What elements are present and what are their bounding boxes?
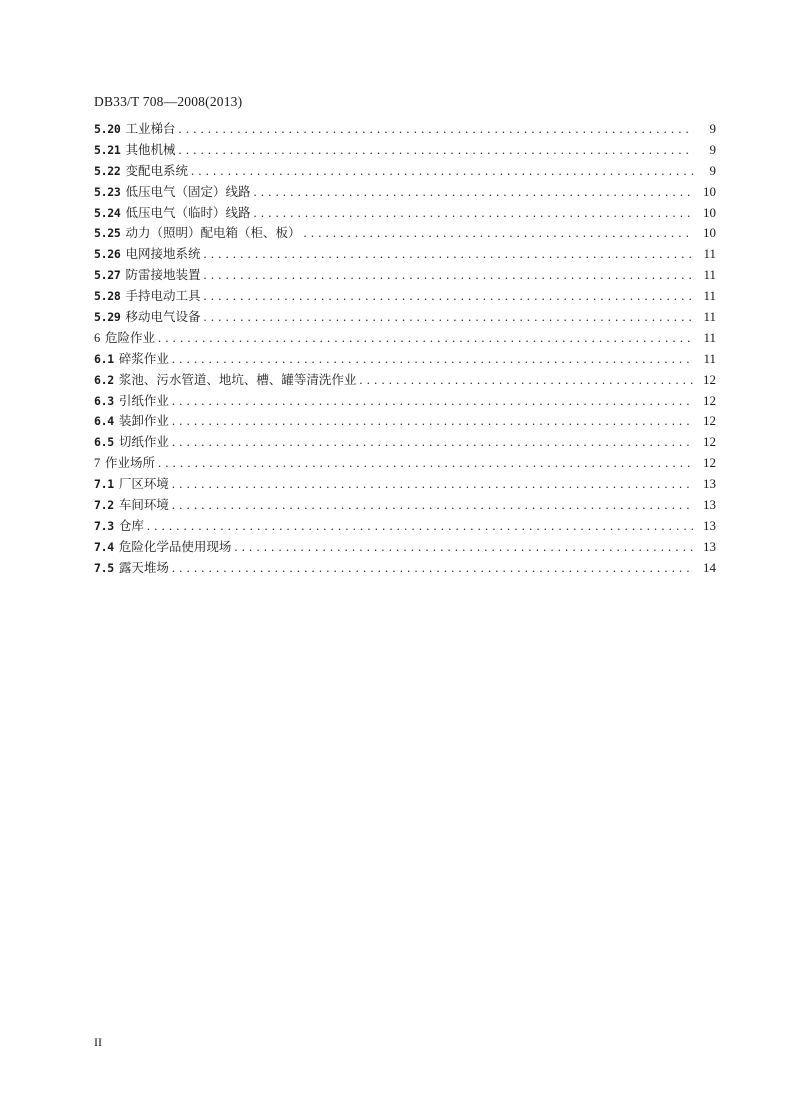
toc-entry-page: 9 [709,141,716,157]
toc-entry-page: 14 [703,559,716,575]
toc-entry-page: 9 [709,120,716,136]
toc-entry[interactable] [94,286,716,307]
toc-entry-number: 7.1 [94,477,114,492]
toc-entry-number: 7.3 [94,518,114,533]
toc-entry-title: 装卸作业 [118,413,169,429]
toc-dot-leader [304,223,694,244]
toc-dot-leader [172,474,694,495]
toc-entry-title: 其他机械 [125,141,176,157]
toc-entry-title: 动力（照明）配电箱（柜、板） [125,225,301,241]
toc-entry-page: 12 [703,413,716,429]
toc-entry-page: 12 [703,392,716,408]
toc-entry-number: 7 [94,456,100,471]
toc-entry-number: 6.3 [94,393,114,408]
toc-entry[interactable] [94,432,716,453]
toc-entry-title: 引纸作业 [118,392,169,408]
toc-entry-title: 作业场所 [104,455,155,471]
toc-entry-number: 5.20 [94,121,121,136]
toc-entry[interactable] [94,495,716,516]
toc-dot-leader [158,328,694,349]
toc-entry-page: 9 [709,162,716,178]
toc-entry-title: 低压电气（临时）线路 [125,204,251,220]
toc-dot-leader [179,119,694,140]
toc-entry-number: 6.1 [94,351,114,366]
toc-entry-number: 6.5 [94,435,114,450]
toc-entry-number: 5.26 [94,247,121,262]
toc-entry-title: 仓库 [118,517,144,533]
toc-entry-page: 12 [703,434,716,450]
toc-entry-page: 11 [703,350,716,366]
toc-entry-page: 12 [703,371,716,387]
toc-entry-page: 10 [703,225,716,241]
toc-entry-page: 11 [703,329,716,345]
toc-entry[interactable] [94,516,716,537]
toc-dot-leader [172,495,694,516]
toc-entry-title: 低压电气（固定）线路 [125,183,251,199]
toc-dot-leader [172,558,694,579]
toc-entry-title: 手持电动工具 [125,288,201,304]
document-code: DB33/T 708—2008(2013) [94,94,243,109]
toc-entry[interactable] [94,474,716,495]
toc-entry-title: 防雷接地装置 [125,267,201,283]
toc-entry[interactable] [94,349,716,370]
toc-entry-title: 工业梯台 [125,120,176,136]
toc-entry-number: 5.28 [94,289,121,304]
toc-entry[interactable] [94,140,716,161]
toc-entry-page: 13 [703,476,716,492]
toc-entry-title: 露天堆场 [118,559,169,575]
toc-dot-leader [179,140,694,161]
toc-entry-page: 13 [703,517,716,533]
toc-entry[interactable] [94,161,716,182]
toc-entry-number: 7.4 [94,539,114,554]
toc-entry-title: 危险作业 [104,329,155,345]
toc-entry-number: 5.23 [94,184,121,199]
toc-entry-number: 5.29 [94,310,121,324]
toc-dot-leader [204,244,694,265]
table-of-contents [94,119,716,579]
toc-entry[interactable] [94,411,716,432]
toc-entry-title: 危险化学品使用现场 [118,538,232,554]
toc-entry-title: 碎浆作业 [118,350,169,366]
toc-entry-page: 10 [703,204,716,220]
toc-entry-title: 移动电气设备 [125,309,201,324]
toc-entry-page: 12 [703,455,716,471]
toc-entry[interactable] [94,119,716,140]
toc-entry[interactable] [94,244,716,265]
toc-entry-number: 6.2 [94,372,114,387]
toc-entry-page: 11 [703,288,716,304]
toc-dot-leader [204,307,694,328]
toc-entry-title: 车间环境 [118,497,169,513]
toc-entry-number: 5.21 [94,142,121,157]
toc-entry[interactable] [94,307,716,328]
toc-entry-number: 7.2 [94,498,114,513]
toc-dot-leader [204,286,694,307]
toc-entry[interactable] [94,182,716,203]
toc-dot-leader [234,537,694,558]
toc-entry-title: 变配电系统 [125,162,189,178]
toc-dot-leader [158,453,694,474]
toc-entry-page: 11 [703,309,716,324]
toc-entry-page: 11 [703,267,716,283]
toc-dot-leader [359,370,694,391]
toc-entry[interactable] [94,203,716,224]
toc-entry-page: 13 [703,538,716,554]
toc-entry-title: 电网接地系统 [125,246,201,262]
toc-entry-number: 6 [94,330,100,345]
toc-entry-title: 切纸作业 [118,434,169,450]
toc-entry[interactable] [94,265,716,286]
toc-dot-leader [191,161,694,182]
toc-entry-number: 5.25 [94,226,121,241]
toc-dot-leader [254,182,694,203]
toc-dot-leader [172,432,694,453]
toc-entry-page: 11 [703,246,716,262]
toc-entry[interactable] [94,328,716,349]
toc-dot-leader [172,411,694,432]
toc-entry[interactable] [94,370,716,391]
toc-dot-leader [147,516,694,537]
toc-dot-leader [172,391,694,412]
toc-entry-title: 厂区环境 [118,476,169,492]
page-number: II [94,1035,102,1049]
toc-entry-page: 10 [703,183,716,199]
toc-entry-number: 5.27 [94,268,121,283]
toc-entry-number: 7.5 [94,560,114,575]
toc-entry-title: 浆池、污水管道、地坑、槽、罐等清洗作业 [118,371,357,387]
toc-entry-number: 5.24 [94,205,121,220]
toc-entry-number: 5.22 [94,163,121,178]
toc-dot-leader [204,265,694,286]
toc-entry[interactable] [94,223,716,244]
toc-dot-leader [254,203,694,224]
toc-entry[interactable] [94,537,716,558]
toc-dot-leader [172,349,694,370]
toc-entry[interactable] [94,453,716,474]
toc-entry[interactable] [94,391,716,412]
toc-entry-page: 13 [703,497,716,513]
toc-entry[interactable] [94,558,716,579]
toc-entry-number: 6.4 [94,414,114,429]
